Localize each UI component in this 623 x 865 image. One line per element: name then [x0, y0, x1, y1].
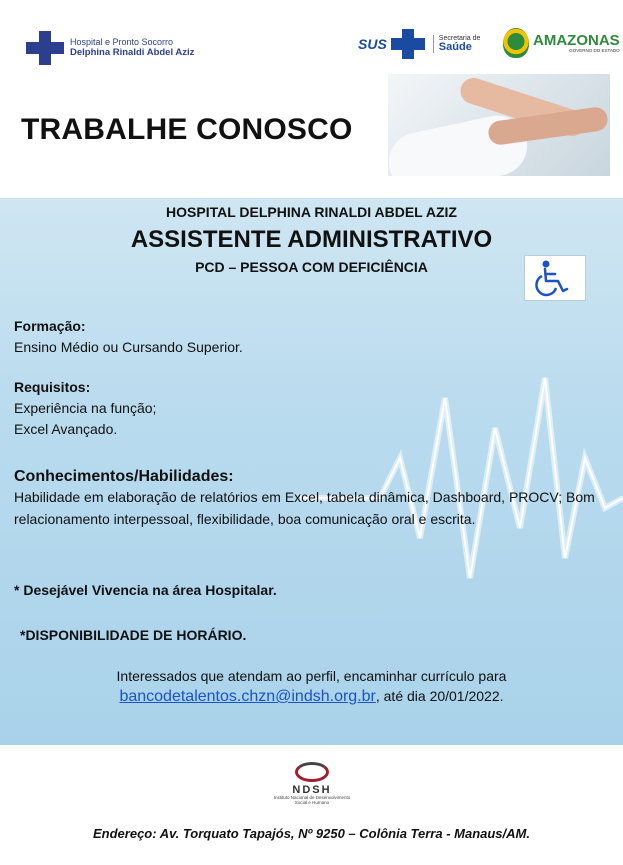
disponibilidade-note: [20, 625, 246, 646]
amazonas-crest-icon: [503, 28, 529, 58]
hospital-cross-icon: [26, 31, 64, 65]
requisito-item: Experiência na função;: [14, 400, 157, 416]
formacao-label: Formação:: [14, 318, 86, 334]
hospital-logo-line1: Hospital e Pronto Socorro: [70, 37, 174, 48]
amazonas-label: AMAZONAS: [533, 32, 620, 49]
job-title: ASSISTENTE ADMINISTRATIVO: [130, 226, 493, 253]
hospital-name: HOSPITAL DELPHINA RINALDI ABDEL AZIZ: [166, 204, 457, 220]
sus-cross-icon: [391, 29, 425, 59]
sus-logo: [358, 29, 480, 59]
requisitos-section: [14, 377, 156, 440]
conhecimentos-label: Conhecimentos/Habilidades:: [14, 468, 234, 485]
ndsh-logo: [270, 762, 354, 824]
hands-photo: [388, 74, 610, 176]
amazonas-sub: GOVERNO DO ESTADO: [569, 48, 620, 53]
sus-label: SUS: [358, 36, 387, 52]
hospital-logo: [26, 31, 194, 65]
address: Endereço: Av. Torquato Tapajós, Nº 9250 – Colônia Terra - Manaus/AM.: [93, 826, 530, 841]
wheelchair-icon: [524, 255, 586, 301]
formacao-section: [14, 316, 243, 358]
disponibilidade-text: *DISPONIBILIDADE DE HORÁRIO.: [20, 627, 247, 643]
ndsh-logo-sub: Instituto Nacional de Desenvolvimento Social e Humano: [273, 795, 351, 805]
contact-intro: Interessados que atendam ao perfil, encaminhar currículo para: [116, 668, 507, 684]
job-category: PCD – PESSOA COM DEFICIÊNCIA: [195, 259, 428, 275]
requisito-item: Excel Avançado.: [14, 421, 118, 437]
hospital-logo-line2: Delphina Rinaldi Abdel Aziz: [70, 46, 195, 58]
secretaria-line1: Secretaria de: [438, 34, 481, 42]
header: [0, 0, 623, 198]
secretaria-line2: Saúde: [438, 40, 472, 53]
desejavel-text: * Desejável Vivencia na área Hospitalar.: [14, 582, 277, 598]
conhecimentos-text: Habilidade em elaboração de relatórios em Excel, tabela dinâmica, Dashboard, PROCV; Bom relacionamento interpessoal, flexibilidade, boa comunicação oral e escrita.: [14, 489, 595, 527]
contact-line: [0, 688, 623, 706]
amazonas-logo: [503, 28, 620, 58]
deadline-text: , até dia 20/01/2022.: [375, 688, 504, 704]
desejavel-note: [14, 580, 277, 601]
requisitos-label: Requisitos:: [14, 379, 91, 395]
email-link[interactable]: bancodetalentos.chzn@indsh.org.br: [119, 688, 376, 705]
ndsh-logo-icon: [295, 762, 329, 782]
conhecimentos-section: [14, 466, 604, 530]
page-title: TRABALHE CONOSCO: [21, 113, 353, 146]
formacao-text: Ensino Médio ou Cursando Superior.: [14, 339, 243, 355]
ndsh-logo-text: NDSH: [292, 784, 332, 796]
